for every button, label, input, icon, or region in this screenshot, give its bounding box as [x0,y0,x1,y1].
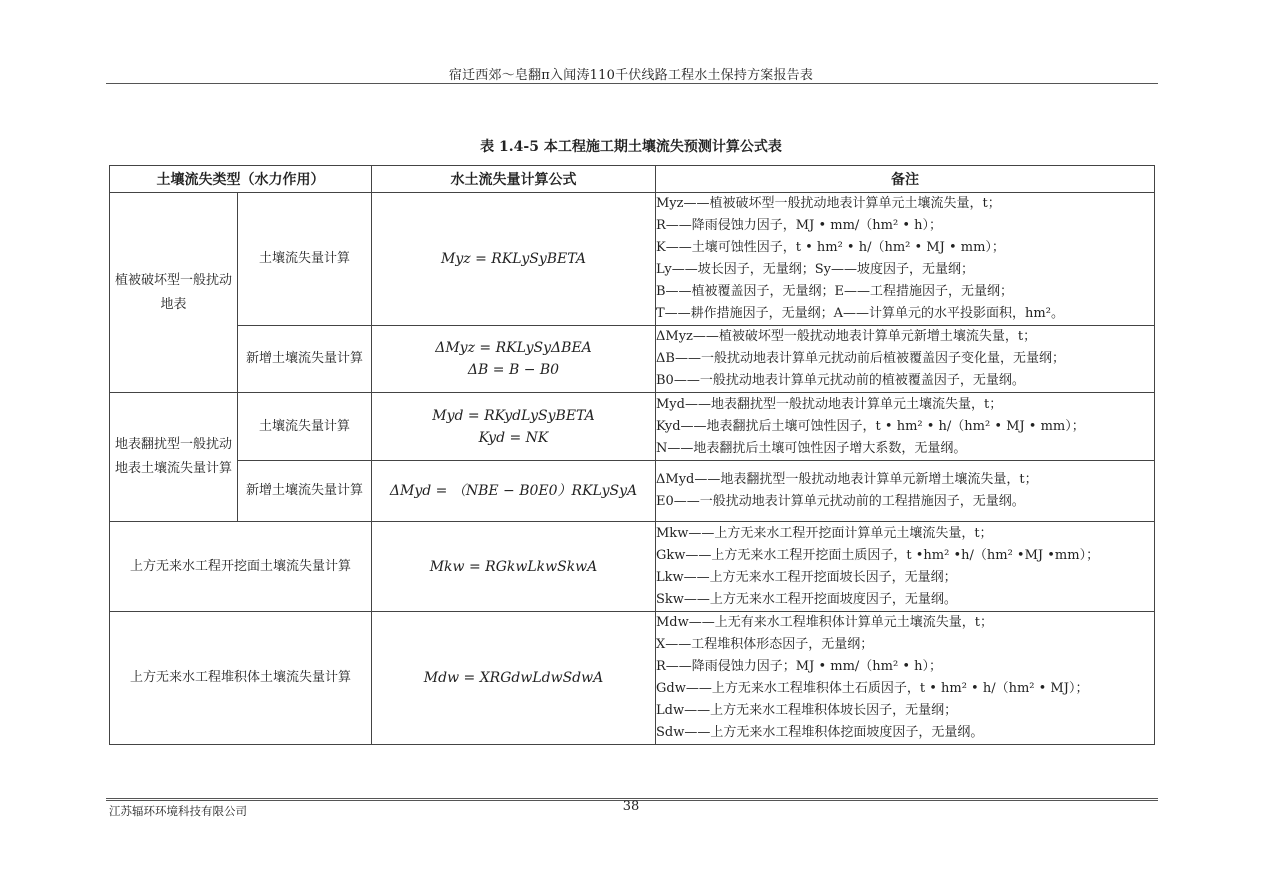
formula-line: Myd = RKydLySyBETA [432,407,595,424]
table-row [110,326,1155,393]
note-line: Skw——上方无来水工程开挖面坡度因子，无量纲。 [656,591,957,607]
formula-line: ΔB = B − B0 [467,362,560,378]
formula-cell [372,393,656,461]
note-line: Gdw——上方无来水工程堆积体土石质因子，t • hm² • h/（hm² • MJ）； [656,681,1089,696]
notes-cell [656,522,1155,612]
note-line: R——降雨侵蚀力因子，MJ • mm/（hm² • h）； [656,218,942,233]
group-label: 地表翻扰型一般扰动地表土壤流失量计算 [110,393,238,522]
table-header-row [110,166,1155,193]
note-line: B0——一般扰动地表计算单元扰动前的植被覆盖因子，无量纲。 [656,373,1025,388]
table-title: 表 1.4-5 本工程施工期土壤流失预测计算公式表 [480,139,782,155]
notes-cell [656,612,1155,745]
table-row [110,522,1155,612]
note-line: Myd——地表翻扰型一般扰动地表计算单元土壤流失量，t； [656,396,1003,412]
sub-type-label: 土壤流失量计算 [238,193,372,326]
formula-line: Mdw = XRGdwLdwSdwA [423,670,604,686]
page-number: 38 [622,799,640,814]
notes-cell [656,461,1155,522]
note-line: ΔMyd——地表翻扰型一般扰动地表计算单元新增土壤流失量，t； [656,472,1038,487]
footer-company: 江苏辐环环境科技有限公司 [109,804,247,818]
sub-type-label: 新增土壤流失量计算 [238,461,372,522]
note-line: B——植被覆盖因子，无量纲；E——工程措施因子，无量纲； [656,284,1014,299]
note-line: Mkw——上方无来水工程开挖面计算单元土壤流失量，t； [656,525,993,541]
formula-line: Kyd = NK [478,429,549,446]
table-row [110,393,1155,461]
note-line: R——降雨侵蚀力因子；MJ • mm/（hm² • h）； [656,659,942,674]
note-line: Ly——坡长因子，无量纲；Sy——坡度因子，无量纲； [656,262,974,277]
formula-cell [372,522,656,612]
formula-line: ΔMyd = （NBE − B0E0）RKLySyA [389,483,638,499]
note-line: Myz——植被破坏型一般扰动地表计算单元土壤流失量，t； [656,196,1001,211]
note-line: Ldw——上方无来水工程堆积体坡长因子，无量纲； [656,703,958,718]
formula-table [109,165,1155,745]
formula-cell [372,461,656,522]
table-row [110,612,1155,745]
column-header-type: 土壤流失类型（水力作用） [110,166,372,193]
note-line: Gkw——上方无来水工程开挖面土质因子，t •hm² •h/（hm² •MJ •mm）； [656,547,1100,563]
formula-line: Myz = RKLySyBETA [441,251,586,267]
note-line: ΔB——一般扰动地表计算单元扰动前后植被覆盖因子变化量，无量纲； [656,351,1065,366]
note-line: Lkw——上方无来水工程开挖面坡长因子，无量纲； [656,569,957,585]
header-rule [106,83,1158,84]
note-line: Kyd——地表翻扰后土壤可蚀性因子，t • hm² • h/（hm² • MJ • mm）； [656,418,1085,434]
table-row [110,193,1155,326]
note-line: N——地表翻扰后土壤可蚀性因子增大系数，无量纲。 [656,440,967,456]
formula-cell [372,326,656,393]
type-label: 上方无来水工程开挖面土壤流失量计算 [110,522,372,612]
note-line: T——耕作措施因子，无量纲；A——计算单元的水平投影面积，hm²。 [656,306,1064,321]
column-header-formula: 水土流失量计算公式 [372,166,656,193]
page-header-title: 宿迁西郊～皂翻π入闻涛110千伏线路工程水土保持方案报告表 [448,68,814,83]
formula-cell [372,193,656,326]
column-header-notes: 备注 [656,166,1155,193]
note-line: X——工程堆积体形态因子，无量纲； [656,637,874,652]
sub-type-label: 土壤流失量计算 [238,393,372,461]
formula-line: Mkw = RGkwLkwSkwA [429,558,598,575]
formula-line: ΔMyz = RKLySyΔBEA [435,340,592,356]
group-label: 植被破坏型一般扰动地表 [110,193,238,393]
sub-type-label: 新增土壤流失量计算 [238,326,372,393]
note-line: ΔMyz——植被破坏型一般扰动地表计算单元新增土壤流失量，t； [656,329,1037,344]
type-label: 上方无来水工程堆积体土壤流失量计算 [110,612,372,745]
note-line: Mdw——上无有来水工程堆积体计算单元土壤流失量，t； [656,615,993,630]
table-row [110,461,1155,522]
notes-cell [656,193,1155,326]
note-line: K——土壤可蚀性因子，t • hm² • h/（hm² • MJ • mm）； [656,240,1005,255]
formula-cell [372,612,656,745]
note-line: E0——一般扰动地表计算单元扰动前的工程措施因子，无量纲。 [656,494,1025,509]
note-line: Sdw——上方无来水工程堆积体挖面坡度因子，无量纲。 [656,725,984,740]
notes-cell [656,393,1155,461]
notes-cell [656,326,1155,393]
